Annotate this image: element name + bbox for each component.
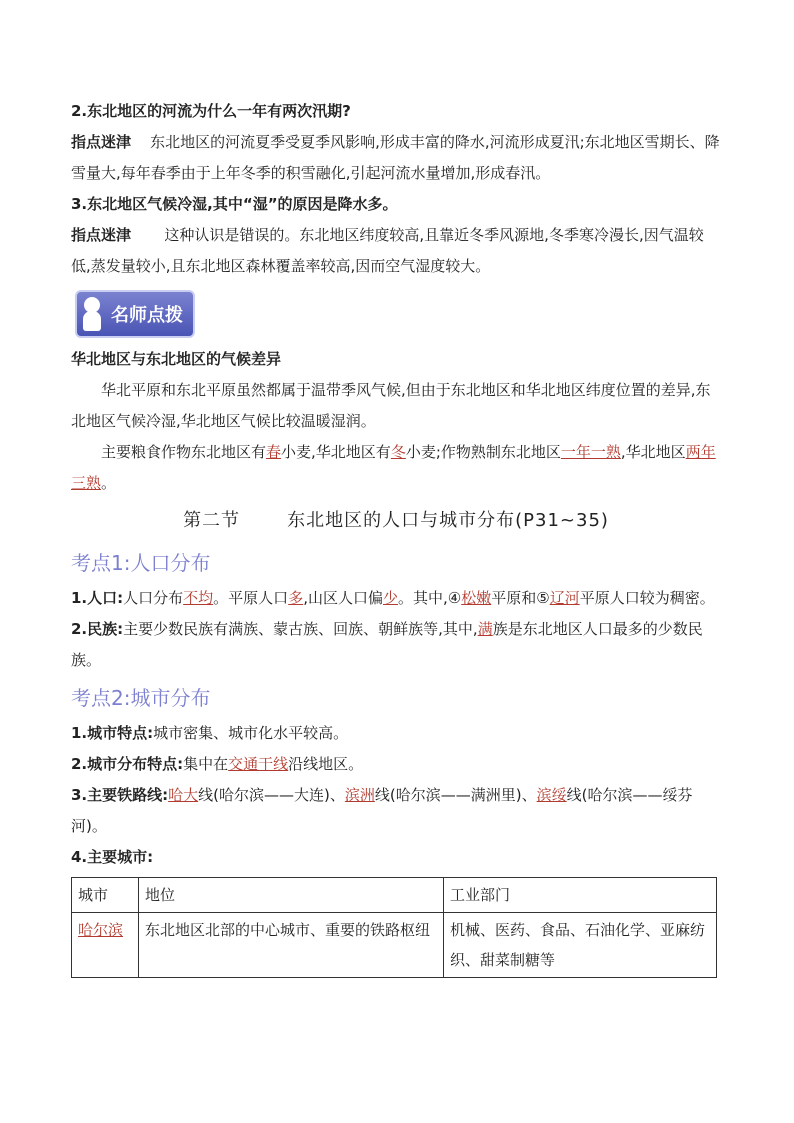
question-2-answer	[71, 127, 721, 189]
blank-answer: 松嫩	[461, 589, 492, 607]
blank-answer: 辽河	[549, 589, 580, 607]
blank-answer: 滨洲	[344, 786, 375, 804]
population-paragraph: 1.人口:人口分布不均。平原人口多,山区人口偏少。其中,④松嫩平原和⑤辽河平原人口较为稠密。	[71, 589, 715, 607]
hint-label: 指点迷津	[71, 226, 132, 244]
railway-lines: 3.主要铁路线:哈大线(哈尔滨——大连)、滨洲线(哈尔滨——满洲里)、滨绥线(哈尔滨——绥芬河)。	[71, 786, 693, 835]
hint-text: 东北地区的河流夏季受夏季风影响,形成丰富的降水,河流形成夏汛;东北地区雪期长、降雪量大,每年春季由于上年冬季的积雪融化,引起河流水量增加,形成春汛。	[71, 133, 720, 182]
city-features: 1.城市特点:城市密集、城市化水平较高。	[71, 724, 349, 742]
table-header-row	[72, 878, 717, 913]
person-icon	[81, 297, 103, 331]
hint-text: 这种认识是错误的。东北地区纬度较高,且靠近冬季风源地,冬季寒冷漫长,因气温较低,蒸发量较小,且东北地区森林覆盖率较高,因而空气湿度较大。	[71, 226, 704, 275]
blank-answer: 不均	[183, 589, 214, 607]
teacher-tip-badge	[75, 290, 195, 338]
blank-answer: 多	[288, 589, 304, 607]
blank-answer: 满	[477, 620, 493, 638]
ethnicity-paragraph: 2.民族:主要少数民族有满族、蒙古族、回族、朝鲜族等,其中,满族是东北地区人口最多的少数民族。	[71, 620, 703, 669]
table-cell-city: 哈尔滨	[72, 913, 139, 978]
blank-answer: 春	[266, 443, 282, 461]
question-2-title: 2.东北地区的河流为什么一年有两次汛期?	[71, 102, 351, 120]
main-cities-label: 4.主要城市:	[71, 848, 154, 866]
exam-point-2-heading: 考点2:城市分布	[71, 686, 211, 710]
blank-answer: 冬	[390, 443, 406, 461]
blank-answer: 交通干线	[228, 755, 289, 773]
city-distribution: 2.城市分布特点:集中在交通干线沿线地区。	[71, 755, 364, 773]
blank-answer: 哈大	[168, 786, 199, 804]
blank-answer: 滨绥	[536, 786, 567, 804]
document-page	[71, 96, 721, 978]
tip-paragraph-1: 华北平原和东北平原虽然都属于温带季风气候,但由于东北地区和华北地区纬度位置的差异,东北地区气候冷湿,华北地区气候比较温暖湿润。	[71, 381, 711, 430]
section-heading: 第二节 东北地区的人口与城市分布(P31~35)	[183, 510, 609, 531]
badge-label: 名师点拨	[111, 305, 183, 326]
table-header: 地位	[139, 878, 444, 913]
hint-label: 指点迷津	[71, 133, 132, 151]
question-3-title: 3.东北地区气候冷湿,其中“湿”的原因是降水多。	[71, 195, 398, 213]
blank-answer: 两年三熟	[71, 443, 716, 492]
table-row	[72, 913, 717, 978]
question-3-answer	[71, 220, 721, 282]
blank-answer: 少	[382, 589, 398, 607]
table-cell-position: 东北地区北部的中心城市、重要的铁路枢纽	[139, 913, 444, 978]
tip-title: 华北地区与东北地区的气候差异	[71, 350, 282, 368]
blank-answer: 一年一熟	[560, 443, 621, 461]
table-header: 工业部门	[444, 878, 717, 913]
table-cell-industry: 机械、医药、食品、石油化学、亚麻纺织、甜菜制糖等	[444, 913, 717, 978]
cities-table	[71, 877, 717, 978]
table-header: 城市	[72, 878, 139, 913]
tip-paragraph-2: 主要粮食作物东北地区有春小麦,华北地区有冬小麦;作物熟制东北地区一年一熟,华北地区两年三熟。	[71, 443, 716, 492]
exam-point-1-heading: 考点1:人口分布	[71, 551, 211, 575]
